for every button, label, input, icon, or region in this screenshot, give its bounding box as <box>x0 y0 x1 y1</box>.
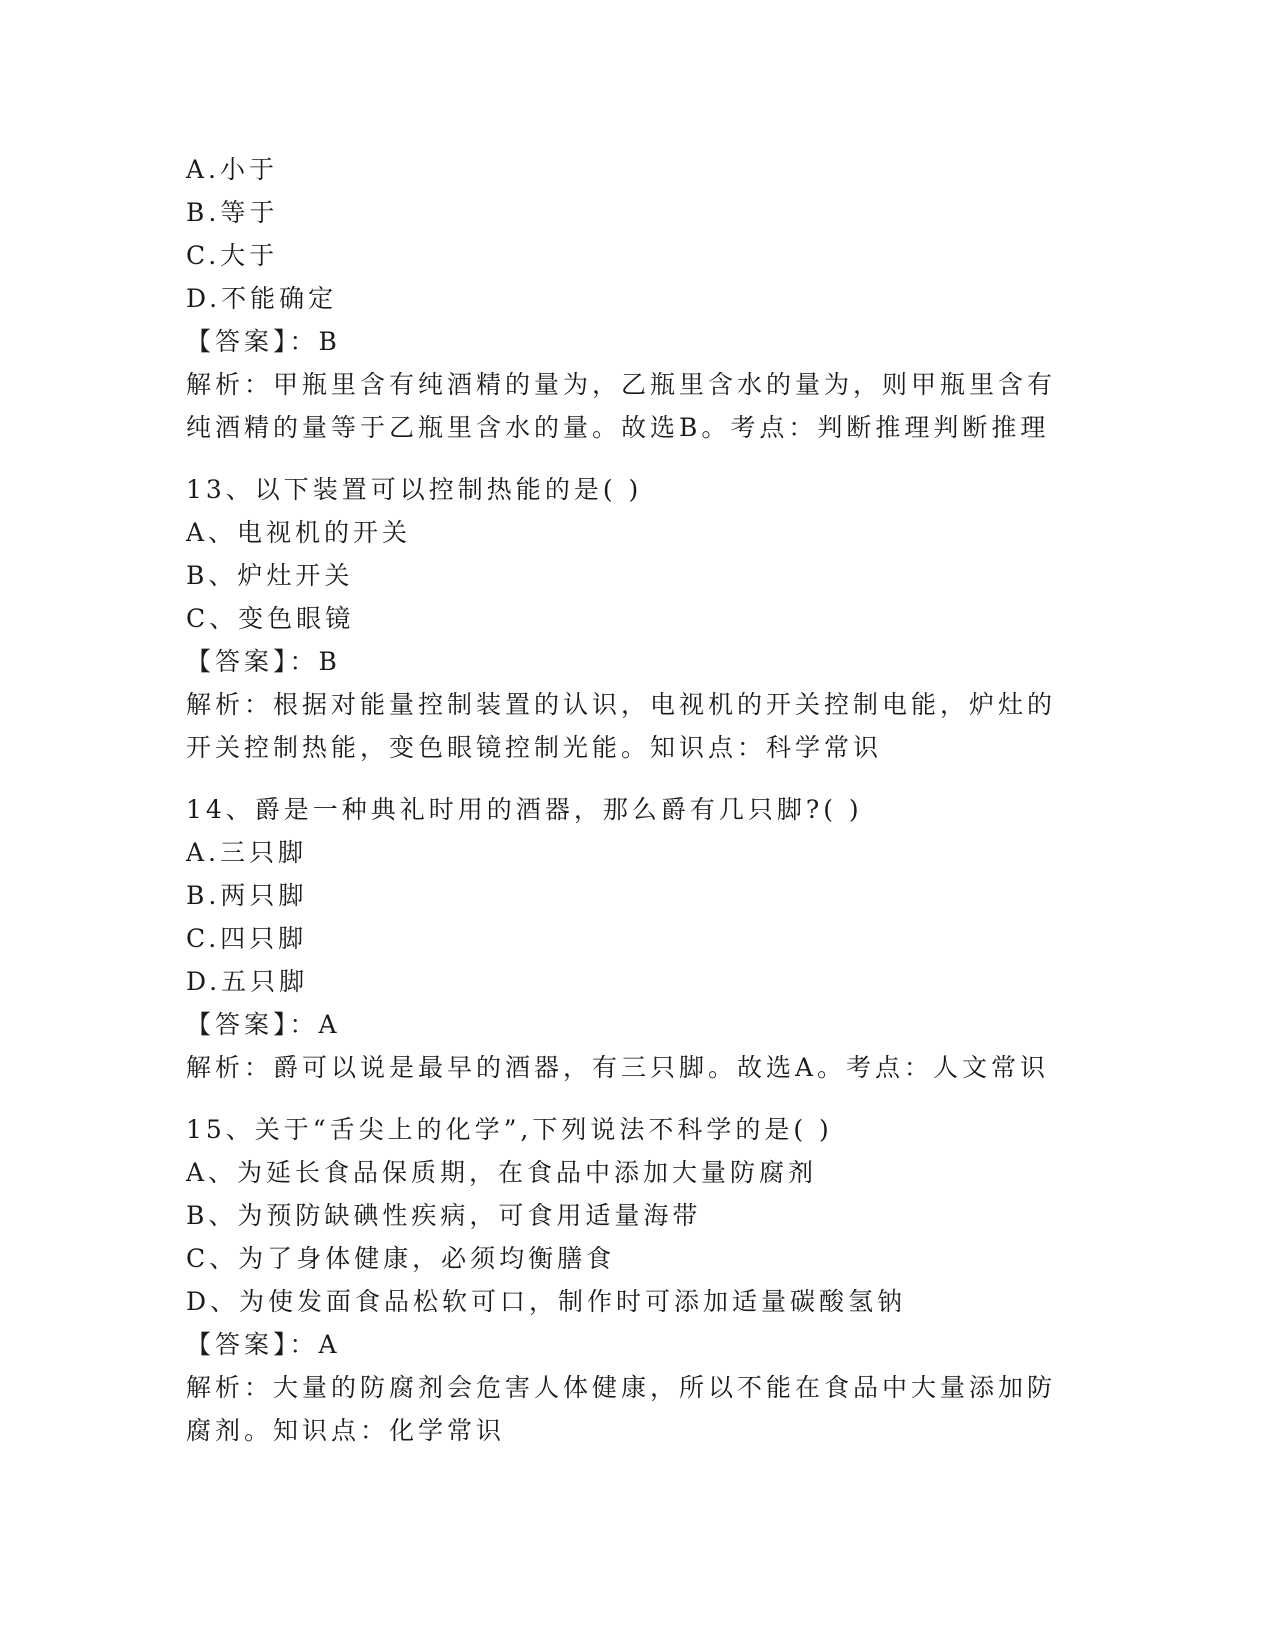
answer-line: 【答案】：B <box>186 647 341 676</box>
option-a: A、电视机的开关 <box>186 518 412 547</box>
answer-line: 【答案】：A <box>186 1010 341 1039</box>
analysis-line: 解析：爵可以说是最早的酒器，有三只脚。故选A。考点：人文常识 <box>186 1053 1050 1082</box>
option-c: C.大于 <box>186 241 279 270</box>
option-b: B、炉灶开关 <box>186 561 354 590</box>
option-c: C.四只脚 <box>186 924 308 953</box>
document-page <box>186 148 1066 1452</box>
option-b: B.等于 <box>186 198 279 227</box>
analysis-line: 解析：根据对能量控制装置的认识，电视机的开关控制电能，炉灶的 <box>186 690 1057 719</box>
option-a: A.小于 <box>186 155 279 184</box>
analysis-line: 开关控制热能，变色眼镜控制光能。知识点：科学常识 <box>186 733 883 762</box>
option-c: C、为了身体健康，必须均衡膳食 <box>186 1244 616 1273</box>
answer-line: 【答案】：B <box>186 327 341 356</box>
option-a: A.三只脚 <box>186 838 308 867</box>
option-b: B、为预防缺碘性疾病，可食用适量海带 <box>186 1201 702 1230</box>
analysis-line: 解析：甲瓶里含有纯酒精的量为，乙瓶里含水的量为，则甲瓶里含有 <box>186 370 1057 399</box>
question-block-14 <box>186 788 1066 1089</box>
question-block-13 <box>186 468 1066 769</box>
question-stem: 15、关于“舌尖上的化学”,下列说法不科学的是( ) <box>186 1115 833 1144</box>
analysis-line: 腐剂。知识点：化学常识 <box>186 1416 506 1445</box>
option-c: C、变色眼镜 <box>186 604 355 633</box>
answer-line: 【答案】：A <box>186 1330 341 1359</box>
question-stem: 13、以下装置可以控制热能的是( ) <box>186 475 643 504</box>
analysis-line: 纯酒精的量等于乙瓶里含水的量。故选B。考点：判断推理判断推理 <box>186 413 1050 442</box>
question-block-15 <box>186 1108 1066 1452</box>
option-d: D.不能确定 <box>186 284 338 313</box>
question-block-12 <box>186 148 1066 449</box>
question-stem: 14、爵是一种典礼时用的酒器，那么爵有几只脚?( ) <box>186 795 863 824</box>
option-d: D.五只脚 <box>186 967 309 996</box>
option-a: A、为延长食品保质期，在食品中添加大量防腐剂 <box>186 1158 818 1187</box>
option-b: B.两只脚 <box>186 881 308 910</box>
analysis-line: 解析：大量的防腐剂会危害人体健康，所以不能在食品中大量添加防 <box>186 1373 1057 1402</box>
option-d: D、为使发面食品松软可口，制作时可添加适量碳酸氢钠 <box>186 1287 907 1316</box>
